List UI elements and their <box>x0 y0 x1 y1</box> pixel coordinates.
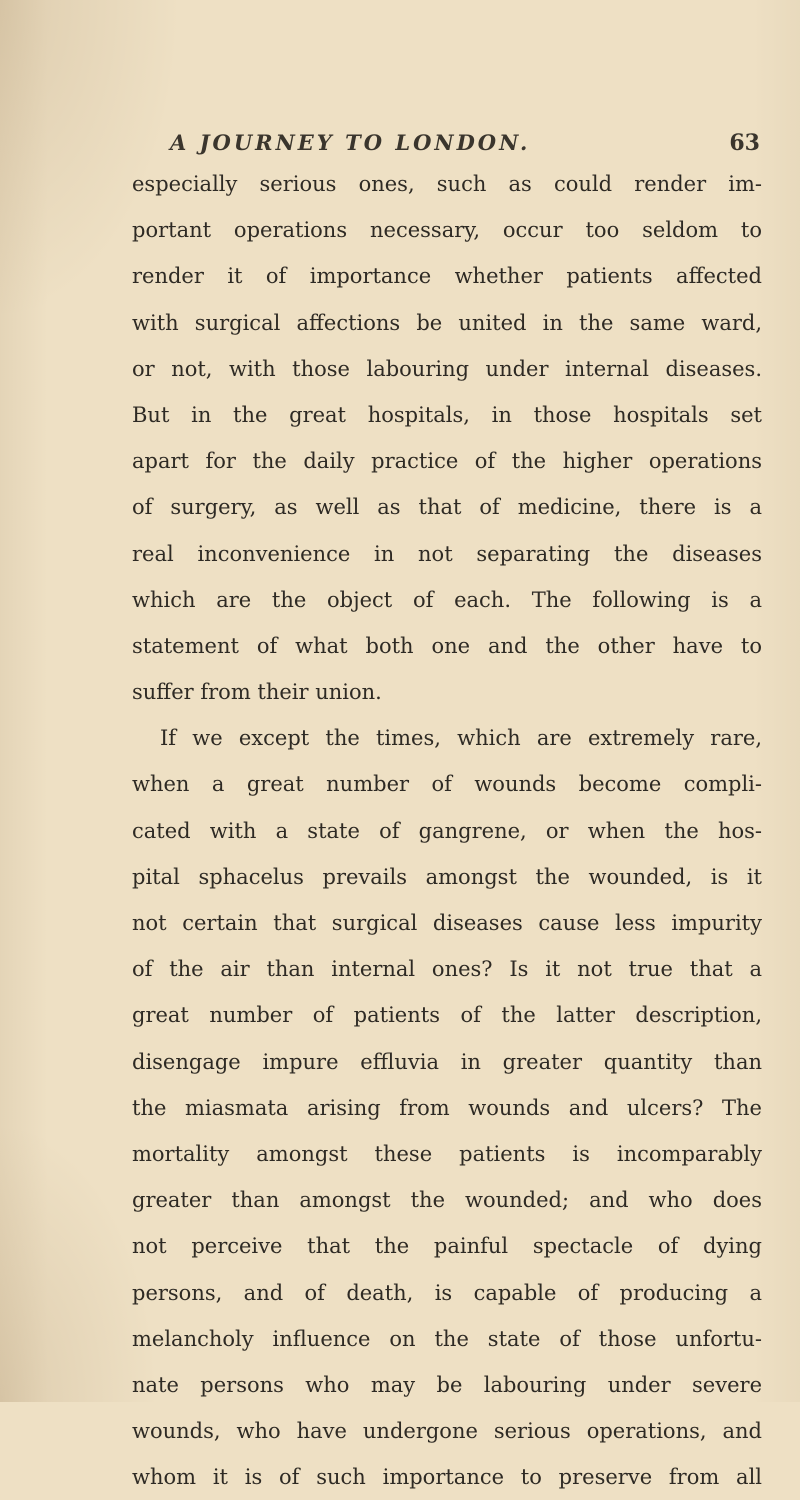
text-line: persons, and of death, is capable of producing a <box>132 1280 762 1305</box>
text-line: suffer from their union. <box>132 680 382 705</box>
text-line: which are the object of each. The following is a <box>132 587 762 612</box>
text-line: whom it is of such importance to preserve from all <box>132 1465 762 1490</box>
text-line: when a great number of wounds become compli- <box>132 772 762 797</box>
text-line: render it of importance whether patients affected <box>132 264 762 289</box>
text-line: great number of patients of the latter description, <box>132 1003 762 1028</box>
text-line: portant operations necessary, occur too seldom to <box>132 218 762 243</box>
text-line: pital sphacelus prevails amongst the wounded, is it <box>132 864 762 889</box>
text-line: wounds, who have undergone serious operations, and <box>132 1419 762 1444</box>
text-line: If we except the times, which are extremely rare, <box>160 726 762 751</box>
text-line: of surgery, as well as that of medicine, there is a <box>132 495 762 520</box>
text-line: not certain that surgical diseases cause less impurity <box>132 911 762 935</box>
text-line: or not, with those labouring under internal diseases. <box>132 356 762 381</box>
text-line: nate persons who may be labouring under severe <box>132 1372 762 1397</box>
text-line: with surgical affections be united in the same ward, <box>132 310 762 335</box>
text-line: apart for the daily practice of the higher operations <box>132 449 762 474</box>
text-line: mortality amongst these patients is incomparably <box>132 1141 762 1166</box>
text-line: cated with a state of gangrene, or when the hos- <box>132 818 762 843</box>
text-line: melancholy influence on the state of those unfortu- <box>132 1326 762 1351</box>
text-line: not perceive that the painful spectacle of dying <box>132 1234 762 1259</box>
text-line: disengage impure effluvia in greater quantity than <box>132 1049 762 1074</box>
text-line: statement of what both one and the other have to <box>132 633 762 658</box>
text-line: the miasmata arising from wounds and ulcers? The <box>132 1095 762 1120</box>
text-line: especially serious ones, such as could render im- <box>132 172 762 196</box>
running-title: A JOURNEY TO LONDON. <box>170 130 531 155</box>
body-text <box>132 161 762 1500</box>
page-number: 63 <box>729 130 760 156</box>
text-line: greater than amongst the wounded; and who does <box>132 1188 762 1213</box>
text-line: But in the great hospitals, in those hospitals set <box>132 402 762 427</box>
text-line: of the air than internal ones? Is it not true that a <box>132 957 762 982</box>
text-line: real inconvenience in not separating the diseases <box>132 541 762 566</box>
